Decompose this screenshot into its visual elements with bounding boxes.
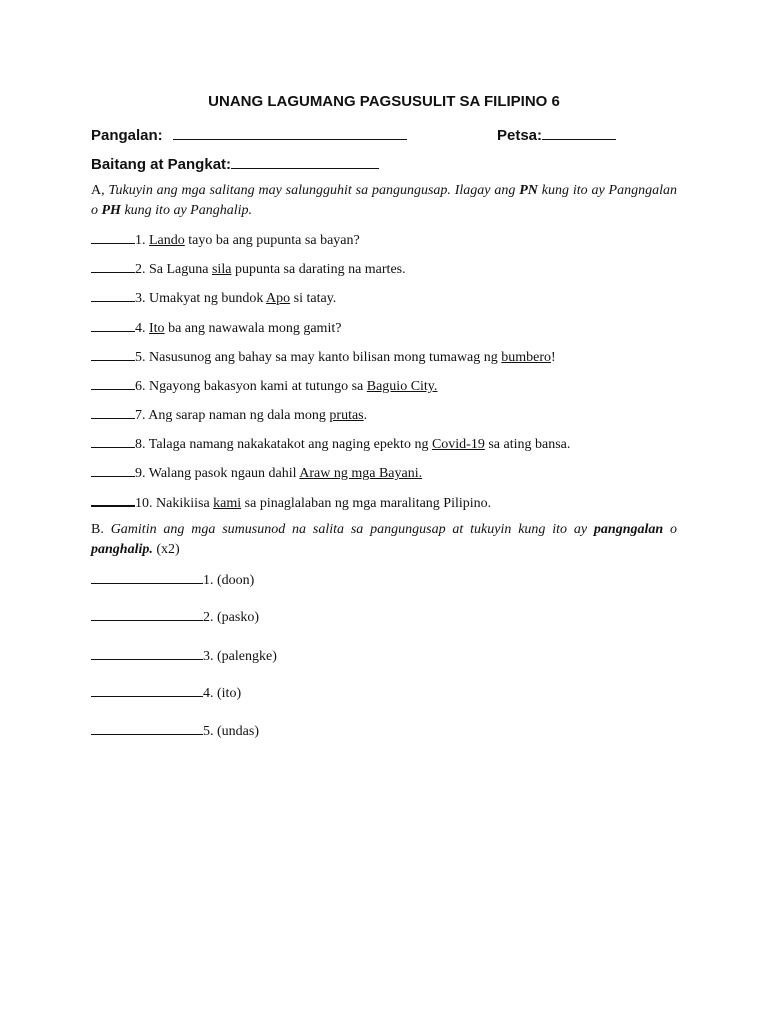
- underlined-word: sila: [211, 262, 232, 277]
- item-text: Ang sarap naman ng dala mong: [145, 408, 330, 423]
- item-number: 5.: [135, 350, 146, 365]
- part-b-item: [91, 607, 259, 627]
- answer-blank[interactable]: [91, 646, 203, 660]
- item-number: 6.: [135, 379, 146, 394]
- item-number: 9.: [135, 466, 146, 481]
- item-word: (doon): [217, 573, 255, 588]
- item-text: Sa Laguna: [145, 262, 212, 277]
- part-b-points: (x2): [156, 542, 180, 557]
- answer-blank[interactable]: [91, 570, 203, 584]
- part-b-item: [91, 646, 277, 666]
- item-word: (ito): [217, 686, 242, 701]
- item-number: 5.: [203, 724, 214, 739]
- item-number: 7.: [135, 408, 146, 423]
- item-number: 1.: [135, 233, 146, 248]
- item-text: !: [551, 350, 556, 365]
- underlined-word: Baguio City.: [366, 379, 438, 394]
- underlined-word: Lando: [149, 233, 185, 248]
- part-b-instr-1: Gamitin ang mga sumusunod na salita sa pangungusap at tukuyin kung ito ay: [110, 522, 588, 537]
- date-label: Petsa:: [497, 127, 543, 144]
- item-word: (palengke): [217, 649, 277, 664]
- item-number: 1.: [203, 573, 214, 588]
- answer-blank[interactable]: [91, 318, 135, 332]
- item-number: 10.: [135, 496, 153, 511]
- item-text: Nakikiisa: [152, 496, 214, 511]
- item-text: .: [363, 408, 368, 423]
- part-a-prefix: A,: [91, 183, 105, 198]
- part-a-item: [91, 405, 367, 425]
- part-a-instr-2: kung ito ay Pangngalan o: [91, 183, 677, 218]
- page-title: UNANG LAGUMANG PAGSUSULIT SA FILIPINO 6: [208, 93, 560, 110]
- name-field: [91, 125, 407, 144]
- answer-blank[interactable]: [91, 463, 135, 477]
- item-text: Nasusunog ang bahay sa may kanto bilisan mong tumawag ng: [145, 350, 502, 365]
- part-a-item: [91, 259, 406, 279]
- part-b-instr-2: o: [670, 522, 678, 537]
- underlined-word: Araw ng mga Bayani.: [299, 466, 423, 481]
- underlined-word: Covid-19: [431, 437, 485, 452]
- underlined-word: Ito: [149, 321, 165, 336]
- part-b-item: [91, 721, 259, 741]
- item-text: pupunta sa darating na martes.: [231, 262, 406, 277]
- part-a-item: [91, 492, 491, 513]
- item-text: Talaga namang nakakatakot ang naging epekto ng: [145, 437, 432, 452]
- date-field: [497, 125, 616, 144]
- part-b-instructions: [91, 520, 677, 560]
- answer-blank[interactable]: [91, 259, 135, 273]
- underlined-word: kami: [213, 496, 242, 511]
- part-b-bold-1: pangngalan: [593, 522, 664, 537]
- item-text: Ngayong bakasyon kami at tutungo sa: [145, 379, 367, 394]
- answer-blank[interactable]: [91, 230, 135, 244]
- underlined-word: Apo: [266, 291, 291, 306]
- answer-blank[interactable]: [91, 721, 203, 735]
- part-a-item: [91, 434, 570, 454]
- part-a-pn: PN: [519, 183, 538, 198]
- grade-section-field: [91, 154, 379, 173]
- part-a-instr-3: kung ito ay Panghalip.: [124, 203, 252, 218]
- answer-blank[interactable]: [91, 492, 135, 507]
- part-a-item: [91, 230, 360, 250]
- part-a-instr-1: Tukuyin ang mga salitang may salungguhit sa pangungusap. Ilagay ang: [108, 183, 516, 198]
- item-text: Umakyat ng bundok: [145, 291, 267, 306]
- part-b-item: [91, 570, 254, 590]
- part-a-item: [91, 463, 422, 483]
- item-number: 3.: [203, 649, 214, 664]
- part-a-item: [91, 318, 341, 338]
- answer-blank[interactable]: [91, 683, 203, 697]
- grade-section-blank[interactable]: [231, 154, 379, 169]
- item-text: Walang pasok ngaun dahil: [145, 466, 300, 481]
- name-blank[interactable]: [173, 125, 407, 140]
- part-a-item: [91, 288, 336, 308]
- part-b-item: [91, 683, 241, 703]
- item-text: sa pinaglalaban ng mga maralitang Pilipino.: [241, 496, 492, 511]
- item-text: ba ang nawawala mong gamit?: [164, 321, 342, 336]
- name-label: Pangalan:: [91, 127, 163, 144]
- answer-blank[interactable]: [91, 347, 135, 361]
- part-b-bold-2: panghalip.: [91, 542, 153, 557]
- item-text: sa ating bansa.: [484, 437, 571, 452]
- grade-section-label: Baitang at Pangkat:: [91, 156, 232, 173]
- answer-blank[interactable]: [91, 434, 135, 448]
- item-text: tayo ba ang pupunta sa bayan?: [184, 233, 360, 248]
- item-word: (pasko): [217, 610, 259, 625]
- item-number: 4.: [203, 686, 214, 701]
- item-number: 4.: [135, 321, 146, 336]
- item-word: (undas): [217, 724, 259, 739]
- answer-blank[interactable]: [91, 405, 135, 419]
- part-a-item: [91, 347, 556, 367]
- answer-blank[interactable]: [91, 376, 135, 390]
- part-b-prefix: B.: [91, 522, 104, 537]
- item-number: 3.: [135, 291, 146, 306]
- item-number: 2.: [135, 262, 146, 277]
- answer-blank[interactable]: [91, 607, 203, 621]
- date-blank[interactable]: [542, 125, 616, 140]
- item-text: si tatay.: [290, 291, 337, 306]
- answer-blank[interactable]: [91, 288, 135, 302]
- underlined-word: bumbero: [501, 350, 552, 365]
- underlined-word: prutas: [329, 408, 364, 423]
- item-number: 8.: [135, 437, 146, 452]
- part-a-ph: PH: [101, 203, 121, 218]
- part-a-instructions: [91, 181, 677, 221]
- item-number: 2.: [203, 610, 214, 625]
- part-a-item: [91, 376, 437, 396]
